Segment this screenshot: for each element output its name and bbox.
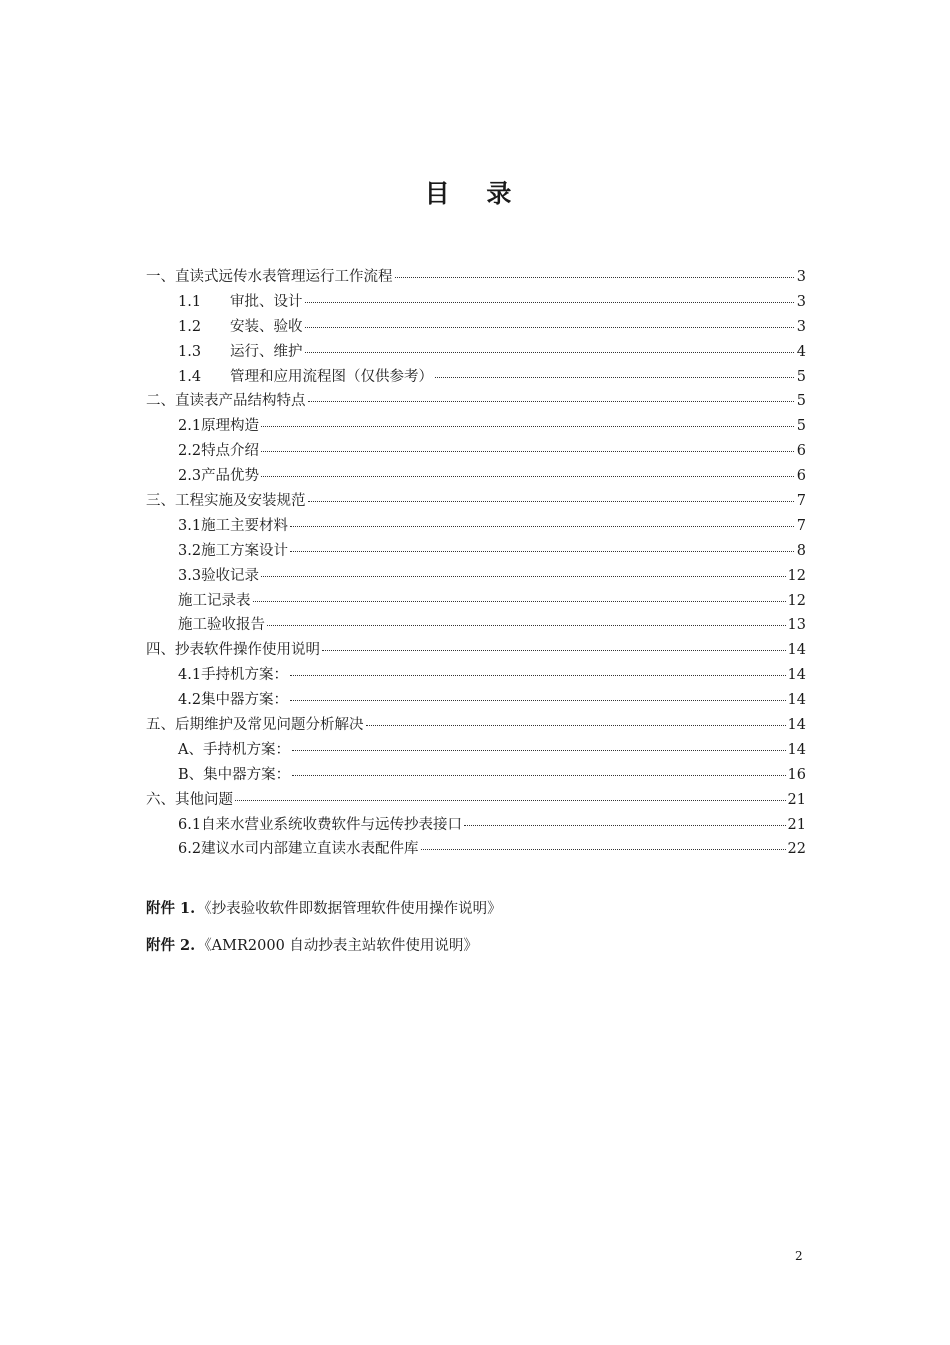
toc-entry-page: 14 <box>787 667 806 684</box>
dot-leader <box>421 849 786 850</box>
toc-entry-title <box>146 713 364 734</box>
toc-entry-page: 5 <box>796 368 806 385</box>
toc-entry-title <box>178 589 251 610</box>
toc-entry-label: 直读式远传水表管理运行工作流程 <box>175 269 393 285</box>
toc-entry-title <box>146 638 320 659</box>
toc-entry-number: 2.2 <box>178 443 202 460</box>
toc-entry-page: 6 <box>796 443 806 460</box>
toc-entry[interactable] <box>146 663 806 688</box>
toc-entry-number: 四、 <box>146 642 175 659</box>
toc-entry[interactable] <box>146 464 806 489</box>
toc-entry-title <box>146 265 393 286</box>
dot-leader <box>235 800 786 801</box>
toc-entry-label: 建议水司内部建立直读水表配件库 <box>201 841 419 858</box>
dot-leader <box>305 302 795 303</box>
toc-entry[interactable] <box>146 439 806 464</box>
toc-entry-number: 五、 <box>146 717 175 734</box>
toc-entry[interactable] <box>146 340 806 365</box>
toc-entry-number: 3.3 <box>178 567 202 584</box>
toc-entry-label: 手持机方案： <box>202 741 290 758</box>
toc-entry-label: 审批、设计 <box>230 293 303 310</box>
toc-entry-label: 集中器方案： <box>201 692 289 709</box>
toc-entry-number: 4.1 <box>178 667 202 684</box>
toc-entry-number: 三、 <box>146 493 175 510</box>
toc-entry-number: 6.1 <box>178 816 202 833</box>
dot-leader <box>366 725 786 726</box>
toc-entry-title <box>178 340 303 361</box>
toc-entry-number: 一、 <box>146 269 175 285</box>
toc-entry-title <box>178 464 259 485</box>
dot-leader <box>464 825 785 826</box>
toc-entry-label: 原理构造 <box>201 418 260 435</box>
toc-entry-label: 抄表软件操作使用说明 <box>175 642 320 659</box>
toc-entry-label: 产品优势 <box>201 468 260 485</box>
toc-entry[interactable] <box>146 365 806 390</box>
toc-entry[interactable] <box>146 788 806 813</box>
toc-entry-title <box>146 489 306 510</box>
toc-entry-label: 管理和应用流程图（仅供参考） <box>230 368 433 385</box>
toc-entry-number: 1.3 <box>178 343 202 360</box>
toc-entry[interactable] <box>146 763 806 788</box>
toc-entry-number: 4.2 <box>178 692 202 709</box>
toc-entry-page: 14 <box>787 741 806 758</box>
toc-entry-label: 施工方案设计 <box>201 542 289 559</box>
toc-entry-label: 安装、验收 <box>230 318 303 335</box>
toc-entry-label: 施工验收报告 <box>178 617 265 634</box>
toc-entry-title <box>178 613 265 634</box>
toc-entry-page: 14 <box>787 717 806 734</box>
toc-entry-page: 4 <box>796 343 806 360</box>
toc-entry-number: 六、 <box>146 791 175 808</box>
toc-entry[interactable] <box>146 389 806 414</box>
toc-entry-label: 自来水营业系统收费软件与远传抄表接口 <box>201 816 463 833</box>
toc-entry[interactable] <box>146 564 806 589</box>
toc-entry-label: 直读表产品结构特点 <box>175 393 306 410</box>
appendix-label: 附件 2. <box>146 937 196 954</box>
toc-entry-page: 14 <box>787 692 806 709</box>
toc-entry-page: 21 <box>787 791 806 808</box>
toc-entry-title <box>178 539 288 560</box>
dot-leader <box>290 526 794 527</box>
toc-entry-page: 7 <box>796 517 806 534</box>
toc-entry-page: 7 <box>796 493 806 510</box>
toc-entry-title <box>178 290 303 311</box>
toc-entry-title <box>178 837 419 858</box>
toc-entry[interactable] <box>146 688 806 713</box>
toc-entry-title <box>178 763 290 784</box>
toc-entry-number: A、 <box>178 741 203 758</box>
toc-entry-page: 3 <box>796 318 806 335</box>
toc-entry-page: 8 <box>796 542 806 559</box>
dot-leader <box>435 377 794 378</box>
toc-entry[interactable] <box>146 589 806 614</box>
toc-entry-number: 2.3 <box>178 468 202 485</box>
toc-entry-page: 3 <box>796 269 806 285</box>
toc-entry[interactable] <box>146 638 806 663</box>
toc-entry[interactable] <box>146 315 806 340</box>
toc-entry-label: 后期维护及常见问题分析解决 <box>175 717 364 734</box>
toc-entry-label: 集中器方案： <box>203 766 291 783</box>
toc-entry-page: 5 <box>796 418 806 435</box>
toc-entry-page: 12 <box>787 567 806 584</box>
toc-entry-number: 二、 <box>146 393 175 410</box>
dot-leader <box>292 775 785 776</box>
toc-entry-title <box>178 414 259 435</box>
appendix-1 <box>146 897 502 918</box>
toc-entry[interactable] <box>146 514 806 539</box>
toc-entry-title <box>178 813 462 834</box>
dot-leader <box>292 750 786 751</box>
toc-entry-number: 1.2 <box>178 318 202 335</box>
toc-entry-title <box>178 365 433 386</box>
dot-leader <box>308 401 795 402</box>
toc-entry[interactable] <box>146 813 806 838</box>
dot-leader <box>290 551 794 552</box>
toc-entry-number: 1.1 <box>178 293 202 310</box>
appendix-text: 《AMR2000 自动抄表主站软件使用说明》 <box>197 938 478 954</box>
dot-leader <box>261 576 785 577</box>
toc-entry-label: 特点介绍 <box>201 443 260 460</box>
toc-entry-number: 3.2 <box>178 542 202 559</box>
toc-entry-title <box>178 564 259 585</box>
toc-entry-title <box>178 663 288 684</box>
dot-leader <box>322 650 786 651</box>
dot-leader <box>395 277 795 278</box>
toc-entry[interactable] <box>146 713 806 738</box>
dot-leader <box>308 501 795 502</box>
toc-entry[interactable] <box>146 290 806 315</box>
dot-leader <box>305 327 795 328</box>
dot-leader <box>261 426 794 427</box>
dot-leader <box>305 352 795 353</box>
toc-entry[interactable] <box>146 414 806 439</box>
toc-entry-number: 2.1 <box>178 418 202 435</box>
toc-entry-page: 3 <box>796 293 806 310</box>
toc-entry[interactable] <box>146 837 806 862</box>
toc-entry[interactable] <box>146 489 806 514</box>
dot-leader <box>290 675 785 676</box>
toc-entry[interactable] <box>146 265 806 290</box>
toc-entry-label: 施工主要材料 <box>201 517 289 534</box>
toc-entry-label: 运行、维护 <box>230 343 303 360</box>
appendix-label: 附件 1. <box>146 900 196 917</box>
toc-entry-label: 手持机方案： <box>201 667 289 684</box>
toc-entry-page: 13 <box>787 617 806 634</box>
appendix-text: 《抄表验收软件即数据管理软件使用操作说明》 <box>197 901 502 917</box>
toc-entry-page: 6 <box>796 468 806 485</box>
dot-leader <box>290 700 785 701</box>
toc-entry-label: 验收记录 <box>201 567 260 584</box>
toc-entry-page: 12 <box>787 592 806 609</box>
toc-entry-number: 3.1 <box>178 517 202 534</box>
toc-entry[interactable] <box>146 539 806 564</box>
table-of-contents <box>146 265 806 862</box>
toc-entry-page: 5 <box>796 393 806 410</box>
toc-entry-label: 工程实施及安装规范 <box>175 493 306 510</box>
toc-entry-label: 其他问题 <box>175 791 233 808</box>
toc-entry-number: 1.4 <box>178 368 202 385</box>
dot-leader <box>253 601 786 602</box>
toc-entry-title <box>178 315 303 336</box>
toc-entry-title <box>178 738 290 759</box>
dot-leader <box>261 476 794 477</box>
dot-leader <box>261 451 794 452</box>
toc-entry-title <box>178 439 259 460</box>
appendix-2 <box>146 934 478 955</box>
toc-entry[interactable] <box>146 738 806 763</box>
toc-entry-page: 21 <box>787 816 806 833</box>
toc-entry-number: B、 <box>178 766 204 783</box>
toc-entry-number: 6.2 <box>178 841 202 858</box>
toc-entry-title <box>146 389 306 410</box>
toc-entry-page: 22 <box>787 841 806 858</box>
toc-entry-page: 14 <box>787 642 806 659</box>
toc-entry-title <box>178 688 288 709</box>
toc-title: 目 录 <box>424 179 526 208</box>
dot-leader <box>267 625 786 626</box>
toc-entry-page: 16 <box>787 766 806 783</box>
toc-entry-label: 施工记录表 <box>178 592 251 609</box>
toc-entry-title <box>178 514 288 535</box>
toc-entry-title <box>146 788 233 809</box>
page-number: 2 <box>795 1249 803 1263</box>
toc-entry[interactable] <box>146 613 806 638</box>
